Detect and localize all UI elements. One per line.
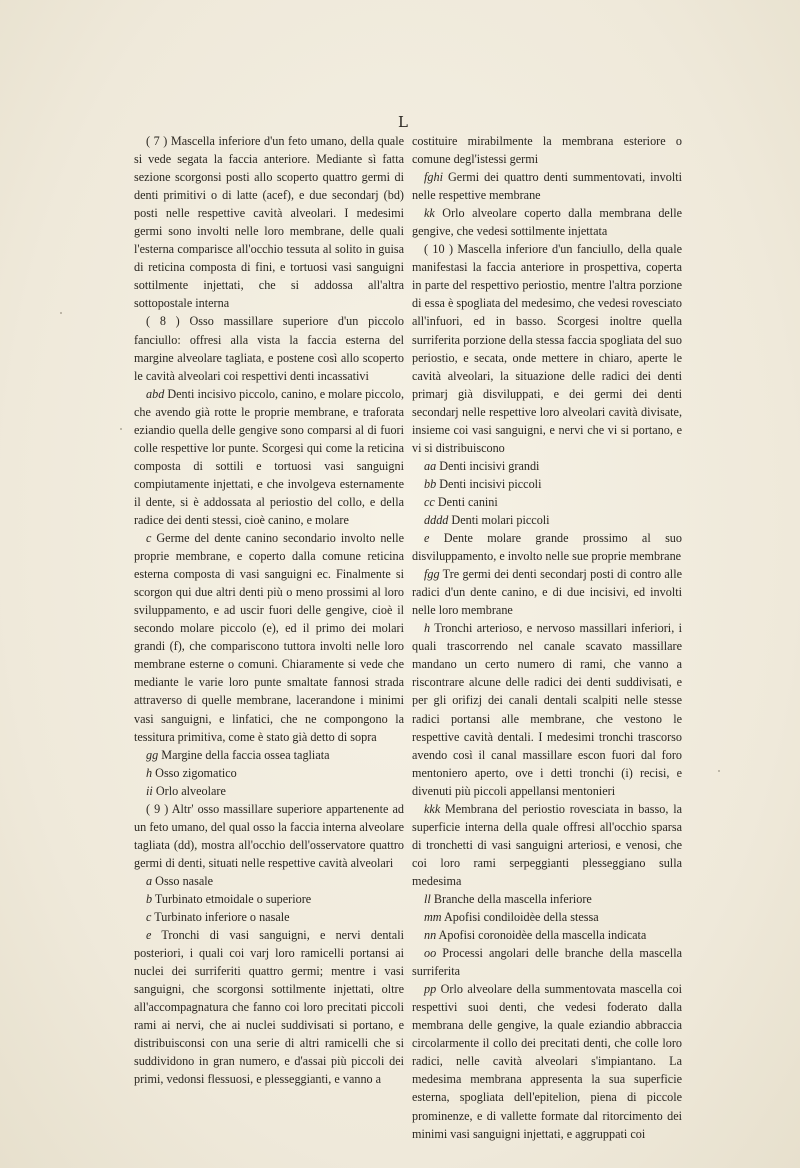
figure-label: c [146, 910, 152, 925]
paragraph-text: Tre germi dei denti secondarj posti di contro alle radici d'un dente canino, e di due incisivi, ed involti nelle loro membrane [412, 567, 682, 618]
right-paragraph [412, 204, 682, 240]
paragraph-text: Tronchi arterioso, e nervoso massillari inferiori, i quali trascorrendo nel canale scavato massillare mandano un certo numero di rami, che vanno a riscontrare alcune delle radici dei denti suddivisati, e per gli orifizj dei canali dentali scalpiti nelle stesse radici portansi alle membrane, che vestono le respettive cavità dentali. I medesimi tronchi trascorso avendo così il canal massillare escon fuori dal foro mentoniero aperto, ove i detti tronchi (i) recisi, e divenuti più piccoli appellansi mentonieri [412, 621, 682, 798]
right-paragraph [412, 240, 682, 457]
paragraph-text: Apofisi condiloidèe della stessa [441, 910, 599, 925]
right-paragraph [412, 511, 682, 529]
figure-label: gg [146, 747, 159, 762]
figure-label: a [146, 873, 153, 888]
paragraph-text: Denti incisivi piccoli [436, 476, 542, 491]
right-column [412, 132, 682, 1143]
paragraph-text: Branche della mascella inferiore [430, 891, 592, 906]
paragraph-text: costituire mirabilmente la membrana esteriore o comune degl'istessi germi [412, 134, 682, 167]
figure-label: fghi [424, 170, 443, 185]
left-paragraph [134, 926, 404, 1088]
paragraph-text: Denti molari piccoli [448, 512, 550, 527]
figure-label: pp [424, 982, 437, 997]
left-paragraph [134, 132, 404, 312]
figure-label: b [146, 891, 153, 906]
paragraph-text: Orlo alveolare [152, 783, 226, 798]
right-paragraph [412, 132, 682, 168]
page-number: L [398, 113, 408, 131]
right-paragraph [412, 529, 682, 565]
paragraph-text: Germe del dente canino secondario involto nelle proprie membrane, e coperto dalla comune reticina esterna composta di vasi sanguigni ec. Finalmente si scorgon qui due altri denti più o meno prossimi al loro sviluppamento, e ad uscir fuori delle gengive, cioè il secondo molare piccolo (e), ed il primo dei molari grandi (f), che compariscono tuttora involti nelle loro membrane esterne o comuni. Chiaramente si vede che mediante le varie loro punte smaltate fannosi strada attraverso di quelle membrane, lacerandone i minimi vasi sanguigni, e linfatici, che ne compongono la tessitura primitiva, come è stato già detto di sopra [134, 531, 404, 744]
paragraph-text: Margine della faccia ossea tagliata [158, 747, 330, 762]
figure-label: h [146, 765, 153, 780]
paragraph-text: ( 9 ) Altr' osso massillare superiore appartenente ad un feto umano, del qual osso la faccia interna alveolare tagliata (dd), mostra all'occhio dell'osservatore quattro germi di denti, situati nelle respettive cavità alveolari [134, 801, 404, 870]
paragraph-text: ( 8 ) Osso massillare superiore d'un piccolo fanciullo: offresi alla vista la faccia esterna del margine alveolare tagliata, e postene così allo scoperto le cavità alveolari coi respettivi denti incassativi [134, 314, 404, 383]
right-paragraph [412, 475, 682, 493]
figure-label: dddd [424, 512, 449, 527]
paper-speck [60, 312, 62, 314]
paragraph-text: Apofisi coronoidèe della mascella indicata [436, 928, 647, 943]
paragraph-text: Turbinato etmoidale o superiore [152, 891, 312, 906]
paragraph-text: Osso zigomatico [152, 765, 237, 780]
paragraph-text: Processi angolari delle branche della mascella surriferita [412, 946, 682, 979]
right-paragraph [412, 493, 682, 511]
figure-label: oo [424, 946, 437, 961]
right-paragraph [412, 619, 682, 799]
right-paragraph [412, 800, 682, 890]
right-paragraph [412, 908, 682, 926]
figure-label: kk [424, 206, 435, 221]
left-column [134, 132, 404, 1088]
left-paragraph [134, 764, 404, 782]
paragraph-text: Denti canini [434, 494, 498, 509]
figure-label: cc [424, 494, 435, 509]
paragraph-text: ( 10 ) Mascella inferiore d'un fanciullo, della quale manifestasi la faccia anteriore in prospettiva, coperta in parte del respettivo periostio, mentre l'altra porzione di essa è spogliata del medesimo, che vedesi rovesciato all'infuori, ed in basso. Scorgesi inoltre quella surriferita porzione della stessa faccia spogliata del suo periostio, e secata, onde mettere in chiaro, aperte le cavità alveolari, la situazione delle radici dei denti primarj già disviluppati, e dei germi dei denti secondarj nelle respettive loro alveolari cavità divisate, insieme coi vasi sanguigni, e nervi che vi si portano, e vi si distribuiscono [412, 242, 682, 455]
figure-label: c [146, 531, 152, 546]
right-paragraph [412, 565, 682, 619]
right-paragraph [412, 926, 682, 944]
paragraph-text: Orlo alveolare della summentovata mascella coi respettivi suoi denti, che vedesi foderato dalla membrana delle gengive, la quale eziandio abbraccia circolarmente il collo dei precitati denti, che colle loro radici, nelle cavità alveolari s'impiantano. La medesima membrana appresenta la sua superficie esterna, spogliata dell'epitelion, piena di piccole prominenze, e di vallette formate dal ritorcimento dei minimi vasi sanguigni injettati, e aggruppati coi [412, 982, 682, 1141]
figure-label: mm [424, 910, 442, 925]
paper-speck [120, 428, 122, 430]
left-paragraph [134, 385, 404, 529]
figure-label: aa [424, 458, 437, 473]
figure-label: kkk [424, 801, 441, 816]
figure-label: e [146, 928, 152, 943]
left-paragraph [134, 782, 404, 800]
paragraph-text: Denti incisivo piccolo, canino, e molare piccolo, che avendo già rotte le proprie membrane, e traforata eziandio quella delle gengive sono comparsi al di fuori colle respettive lor punte. Scorgesi qui come la reticina composta di sottili e tortuosi vasi sanguigni compiutamente injettati, e che involgeva esternamente il dente, si è addossata al periostio del collo, e della radice dei denti stessi, cioè canino, e molare [134, 386, 404, 527]
left-paragraph [134, 890, 404, 908]
figure-label: bb [424, 476, 437, 491]
figure-label: abd [146, 386, 165, 401]
left-paragraph [134, 872, 404, 890]
paper-speck [718, 770, 720, 772]
left-paragraph [134, 312, 404, 384]
right-paragraph [412, 980, 682, 1142]
paragraph-text: Germi dei quattro denti summentovati, involti nelle respettive membrane [412, 170, 682, 203]
figure-label: fgg [424, 567, 440, 582]
paragraph-text: Membrana del periostio rovesciata in basso, la superficie interna della quale offresi all'occhio sparsa di tronchetti di vasi sanguigni arteriosi, e venosi, che coi loro rami serpeggianti plesseggiano sulla medesima [412, 801, 682, 888]
figure-label: h [424, 621, 431, 636]
paragraph-text: Osso nasale [152, 873, 214, 888]
figure-label: e [424, 531, 430, 546]
paragraph-text: Turbinato inferiore o nasale [151, 910, 290, 925]
right-paragraph [412, 168, 682, 204]
left-paragraph [134, 529, 404, 746]
left-paragraph [134, 746, 404, 764]
paragraph-text: Tronchi di vasi sanguigni, e nervi dentali posteriori, i quali coi varj loro ramicelli portansi ai nuclei dei surriferiti quattro germi; mentre i vasi sanguigni, che scorgonsi sottilmente injettati, oltre all'accompagnatura che fanno coi loro precitati piccoli rami ai nervi, che ai nuclei suddivisati si portano, e distribuisconsi con una serie di altri ramicelli che si suddividono in gran numero, e d'assai più piccoli dei primi, vedonsi flessuosi, e plesseggianti, e vanno a [134, 928, 404, 1087]
paragraph-text: Orlo alveolare coperto dalla membrana delle gengive, che vedesi sottilmente injettata [412, 206, 682, 239]
paragraph-text: Denti incisivi grandi [436, 458, 540, 473]
right-paragraph [412, 457, 682, 475]
right-paragraph [412, 890, 682, 908]
left-paragraph [134, 800, 404, 872]
figure-label: ll [424, 891, 431, 906]
left-paragraph [134, 908, 404, 926]
figure-label: nn [424, 928, 437, 943]
paragraph-text: Dente molare grande prossimo al suo disviluppamento, e involto nelle sue proprie membrane [412, 531, 682, 564]
paragraph-text: ( 7 ) Mascella inferiore d'un feto umano, della quale si vede segata la faccia anteriore. Mediante sì fatta sezione scorgonsi posti allo scoperto quattro germi di denti primitivi o di latte (acef), e due secondarj (bd) posti nelle respettive cavità alveolari. I medesimi germi sono involti nelle loro membrane, delle quali l'esterna comparisce all'occhio tessuta al solito in guisa di reticina composta di fini, e tortuosi vasi sanguigni sottilmente injettati, che si addossa all'altra sottopostale interna [134, 134, 404, 311]
figure-label: ii [146, 783, 153, 798]
right-paragraph [412, 944, 682, 980]
